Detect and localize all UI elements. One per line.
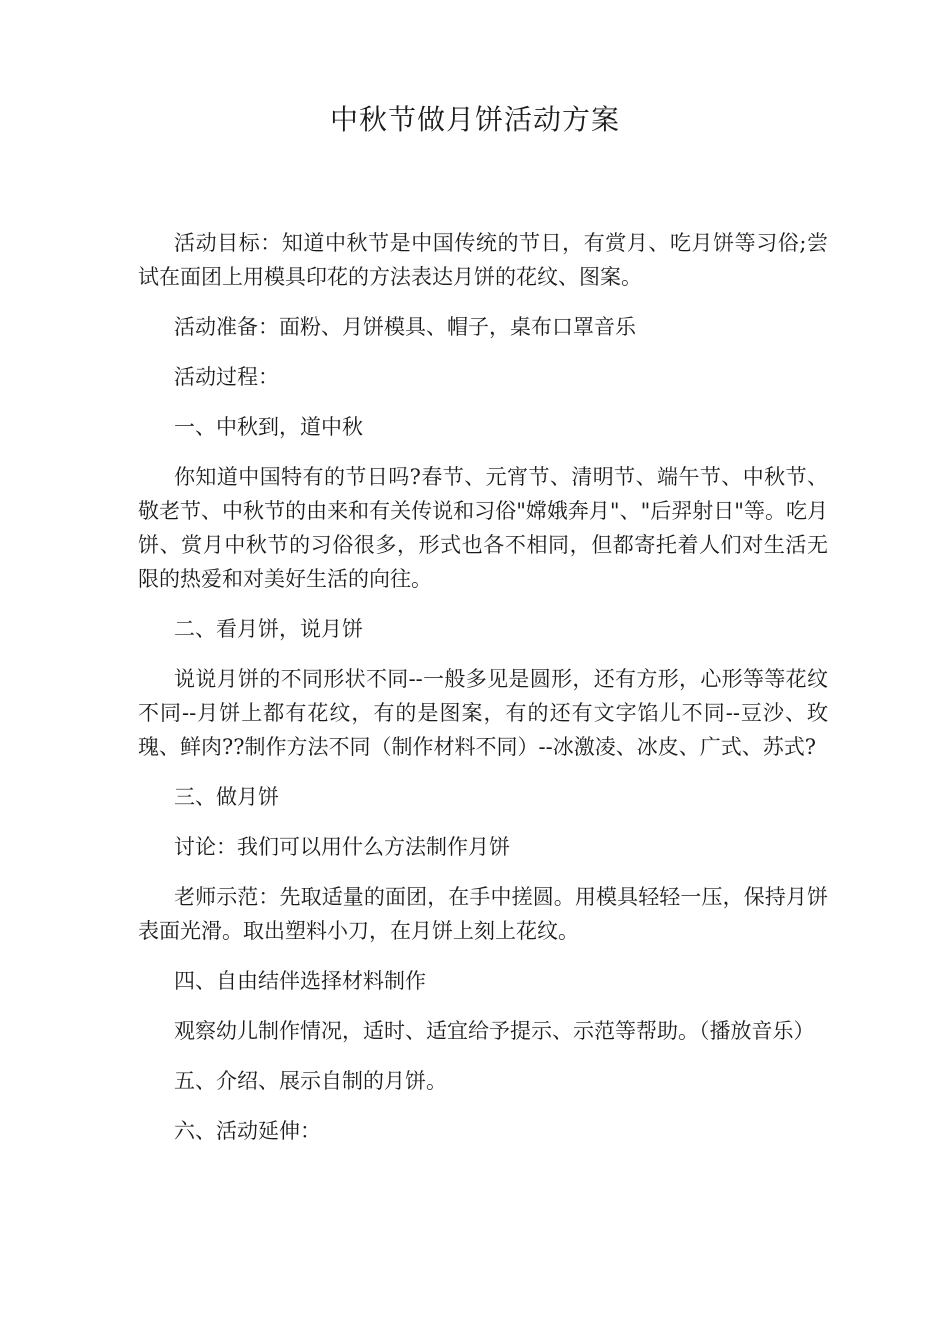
paragraph-mooncake-types: 说说月饼的不同形状不同--一般多见是圆形，还有方形，心形等等花纹不同--月饼上都有花纹，有的是图案，有的还有文字馅儿不同--豆沙、玫瑰、鲜肉??制作方法不同（制作材料不同）--冰激凌、冰皮、广式、苏式? [138,667,828,759]
paragraph-observe: 观察幼儿制作情况，适时、适宜给予提示、示范等帮助。（播放音乐） [174,1019,815,1043]
section-heading-1: 一、中秋到，道中秋 [174,415,363,439]
paragraph-demo: 老师示范：先取适量的面团，在手中搓圆。用模具轻轻一压，保持月饼表面光滑。取出塑料小刀，在月饼上刻上花纹。 [138,885,828,943]
paragraph-process-heading: 活动过程： [174,365,279,389]
section-heading-5: 五、介绍、展示自制的月饼。 [174,1069,447,1093]
paragraph-preparation: 活动准备：面粉、月饼模具、帽子，桌布口罩音乐 [174,315,636,339]
section-heading-2: 二、看月饼，说月饼 [174,617,363,641]
section-heading-3: 三、做月饼 [174,785,279,809]
paragraph-discussion: 讨论：我们可以用什么方法制作月饼 [174,835,510,859]
paragraph-goal: 活动目标：知道中秋节是中国传统的节日，有赏月、吃月饼等习俗;尝试在面团上用模具印花的方法表达月饼的花纹、图案。 [138,231,828,289]
section-heading-6: 六、活动延伸： [174,1119,321,1143]
paragraph-festivals: 你知道中国特有的节日吗?春节、元宵节、清明节、端午节、中秋节、敬老节、中秋节的由来和有关传说和习俗"嫦娥奔月"、"后羿射日"等。吃月饼、赏月中秋节的习俗很多，形式也各不相同，但都寄托着人们对生活无限的热爱和对美好生活的向往。 [138,465,828,591]
page-title: 中秋节做月饼活动方案 [329,103,620,136]
section-heading-4: 四、自由结伴选择材料制作 [174,969,426,993]
document-body [138,226,828,1164]
